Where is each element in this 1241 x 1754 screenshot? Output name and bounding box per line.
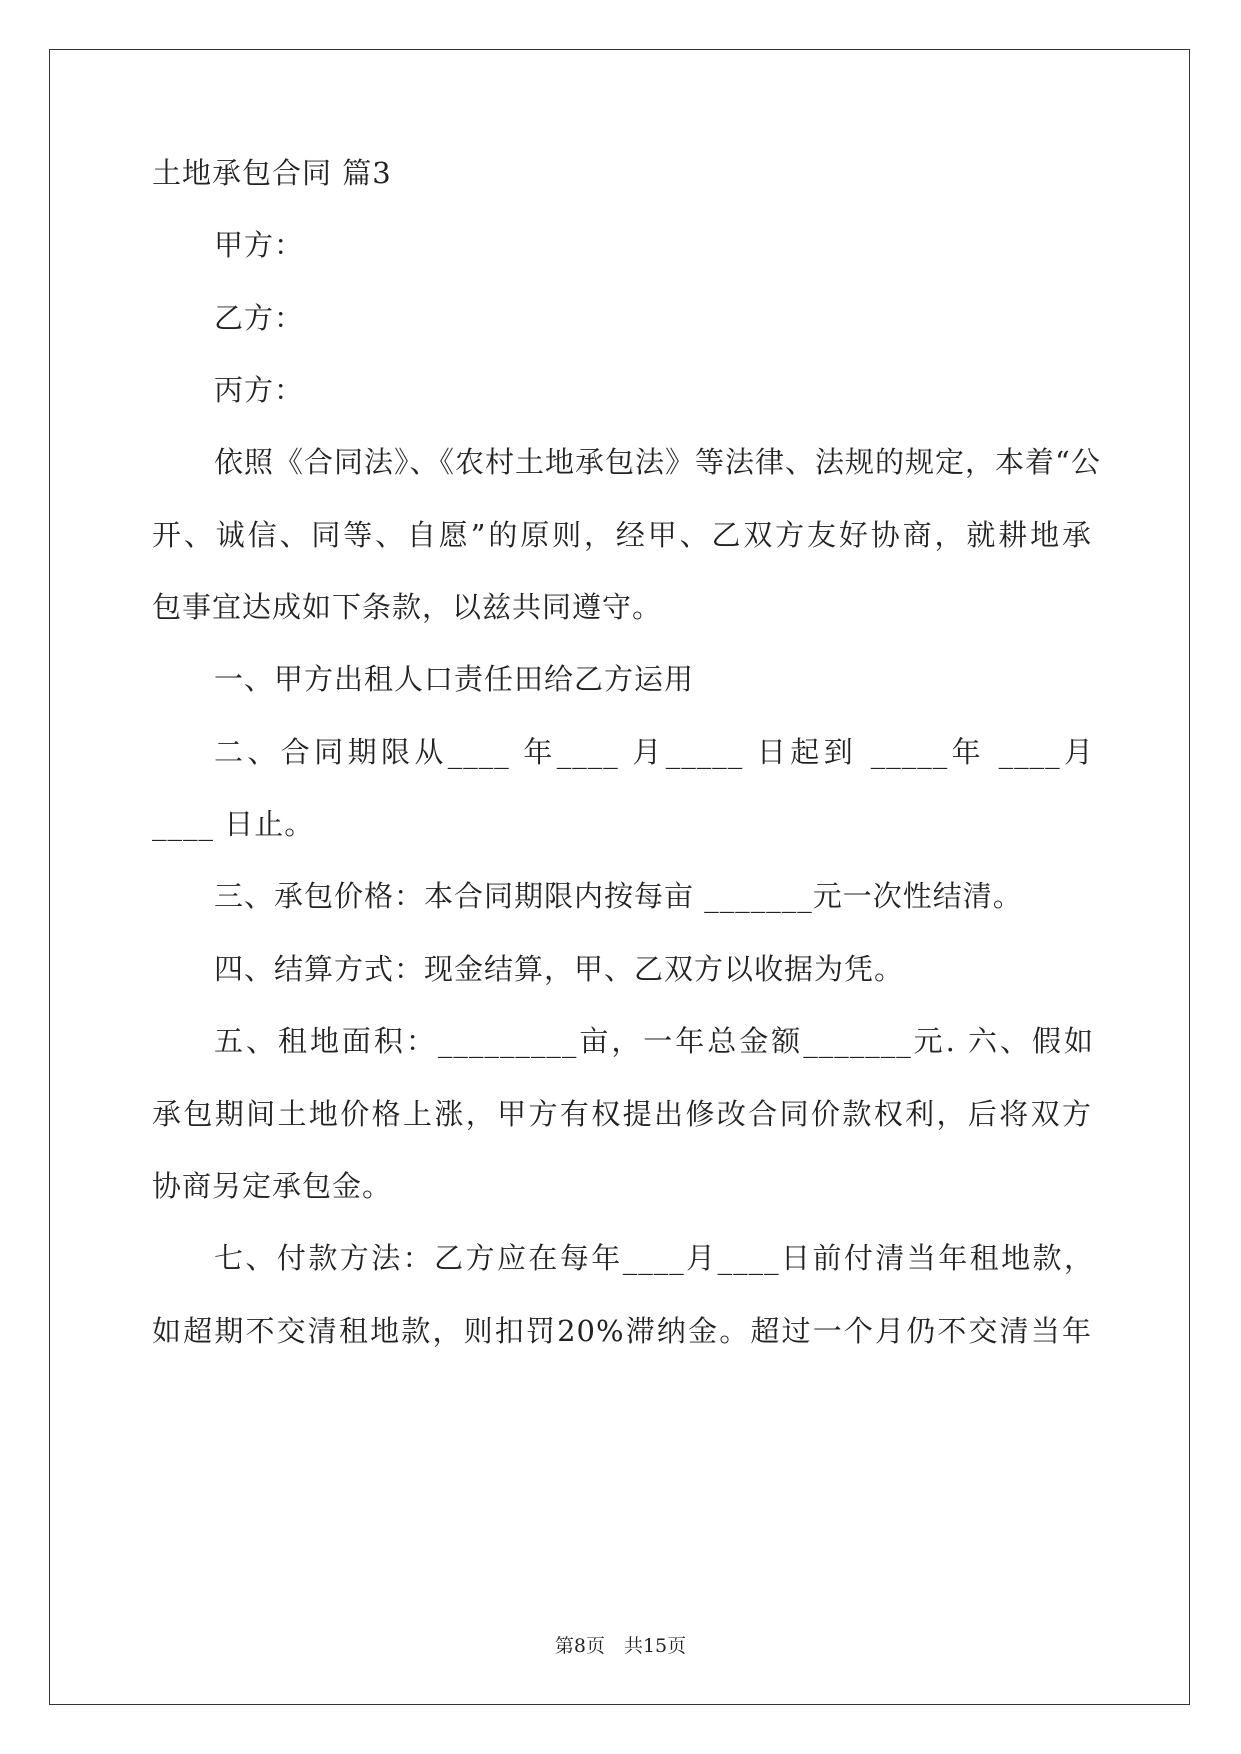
intro-paragraph-line: 开、诚信、同等、自愿”的原则，经甲、乙双方友好协商，就耕地承 xyxy=(152,518,1092,552)
clause-6-line: 协商另定承包金。 xyxy=(152,1169,393,1203)
clause-2-line: 二、合同期限从____ 年____ 月_____ 日起到 _____年 ____月 xyxy=(214,735,1094,769)
clause-6-line: 承包期间土地价格上涨，甲方有权提出修改合同价款权利，后将双方 xyxy=(152,1097,1092,1131)
page-number-footer: 第8页 共15页 xyxy=(554,1635,687,1657)
clause-7-line: 七、付款方法：乙方应在每年____月____日前付清当年租地款， xyxy=(214,1241,1094,1275)
clause-7-line: 如超期不交清租地款，则扣罚20%滞纳金。超过一个月仍不交清当年 xyxy=(152,1314,1092,1348)
intro-paragraph-line: 包事宜达成如下条款，以兹共同遵守。 xyxy=(152,590,663,624)
intro-paragraph-line: 依照《合同法》、《农村土地承包法》等法律、法规的规定，本着“公 xyxy=(214,445,1101,479)
clause-4-line: 四、结算方式：现金结算，甲、乙双方以收据为凭。 xyxy=(214,952,905,986)
clause-3-line: 三、承包价格：本合同期限内按每亩 _______元一次性结清。 xyxy=(214,879,1023,913)
clause-1-line: 一、甲方出租人口责任田给乙方运用 xyxy=(214,662,695,696)
clause-5-line: 五、租地面积：_________亩，一年总金额_______元. 六、假如 xyxy=(214,1024,1094,1058)
document-title: 土地承包合同 篇3 xyxy=(152,156,392,190)
party-b-line: 乙方： xyxy=(214,301,305,335)
clause-2-line: ____ 日止。 xyxy=(152,807,315,841)
party-a-line: 甲方： xyxy=(214,228,305,262)
party-c-line: 丙方： xyxy=(214,373,305,407)
